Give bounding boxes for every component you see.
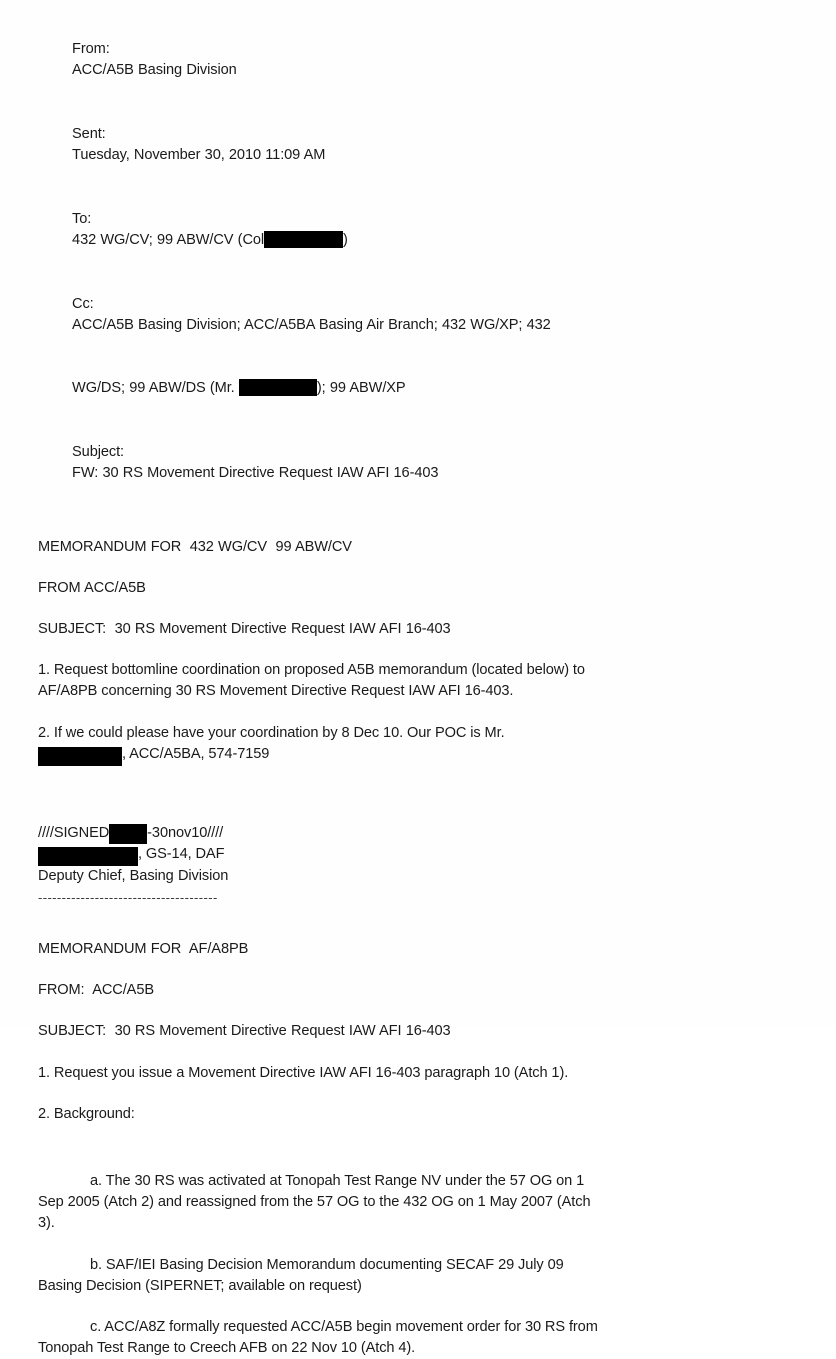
- email-cc-value-2: WG/DS; 99 ABW/DS (Mr.: [72, 380, 235, 397]
- memo1-from: FROM ACC/A5B: [38, 579, 146, 596]
- memo1-paragraph-2: [38, 723, 598, 765]
- memo2-subject: SUBJECT: 30 RS Movement Directive Request IAW AFI 16-403: [38, 1023, 451, 1040]
- email-to-value-end: ): [343, 232, 348, 249]
- email-to-line: [38, 188, 598, 273]
- memo2-memorandum-for: MEMORANDUM FOR AF/A8PB: [38, 940, 249, 957]
- memo1-subject: SUBJECT: 30 RS Movement Directive Request IAW AFI 16-403: [38, 621, 451, 638]
- memo2-paragraph-1: 1. Request you issue a Movement Directive IAW AFI 16-403 paragraph 10 (Atch 1).: [38, 1064, 569, 1081]
- spacer: [38, 1297, 598, 1317]
- spacer: [38, 1125, 598, 1171]
- spacer: [38, 1001, 598, 1021]
- email-cc-label: Cc:: [72, 295, 94, 312]
- spacer: [38, 1235, 598, 1255]
- email-cc-line-1: [38, 272, 598, 357]
- email-header: [38, 18, 598, 506]
- memo2-from: FROM: ACC/A5B: [38, 982, 154, 999]
- email-to-value: 432 WG/CV; 99 ABW/CV (Col: [72, 232, 265, 249]
- spacer: [38, 703, 598, 723]
- memo2-item-b: [38, 1255, 598, 1297]
- email-cc-value-2-end: ); 99 ABW/XP: [316, 380, 406, 397]
- document-body: [38, 18, 598, 1359]
- memo2-item-a-text: a. The 30 RS was activated at Tonopah Test Range NV under the 57 OG on 1 Sep 2005 (Atch 2) and reassigned from the 57 OG to the 432 OG on 1 May 2007 (Atch 3).: [38, 1172, 591, 1232]
- signature-title: Deputy Chief, Basing Division: [38, 867, 229, 884]
- email-subject-line: [38, 421, 598, 506]
- signature-signed-line: [38, 823, 598, 844]
- email-subject-label: Subject:: [72, 444, 124, 461]
- spacer: [38, 765, 598, 823]
- email-sent-line: [38, 103, 598, 188]
- spacer: [38, 558, 598, 578]
- memo1-signature-block: [38, 823, 598, 908]
- memo2-item-b-text: b. SAF/IEI Basing Decision Memorandum documenting SECAF 29 July 09 Basing Decision (SIPERNET; available on request): [38, 1256, 564, 1294]
- memo2-item-a: [38, 1171, 598, 1235]
- memo2-paragraph-2: 2. Background:: [38, 1105, 135, 1122]
- email-to-label: To:: [72, 210, 92, 227]
- spacer: [38, 1084, 598, 1104]
- memo2-item-c-text: c. ACC/A8Z formally requested ACC/A5B begin movement order for 30 RS from Tonopah Test Range to Creech AFB on 22 Nov 10 (Atch 4).: [38, 1318, 598, 1357]
- email-from-line: [38, 18, 598, 103]
- email-from-label: From:: [72, 41, 110, 58]
- email-from-value: ACC/A5B Basing Division: [72, 62, 237, 79]
- spacer: [38, 506, 598, 537]
- memo2-item-c: [38, 1317, 598, 1359]
- spacer: [38, 960, 598, 980]
- redaction-bar-poc-name: [38, 747, 122, 766]
- memo1-paragraph-2-text: 2. If we could please have your coordination by 8 Dec 10. Our POC is Mr.: [38, 724, 505, 741]
- signature-signed-prefix: ////SIGNED: [38, 825, 110, 842]
- email-subject-value: FW: 30 RS Movement Directive Request IAW AFI 16-403: [72, 465, 439, 482]
- redaction-bar-signer-name: [38, 847, 138, 866]
- spacer: [38, 640, 598, 660]
- redaction-bar-cc-name: [239, 379, 317, 396]
- email-cc-value-1: ACC/A5B Basing Division; ACC/A5BA Basing Air Branch; 432 WG/XP; 432: [72, 316, 551, 333]
- signature-signed-suffix: -30nov10////: [147, 825, 224, 842]
- spacer: [38, 908, 598, 939]
- section-separator: --------------------------------------: [38, 889, 218, 905]
- spacer: [38, 599, 598, 619]
- signature-name-suffix: , GS-14, DAF: [138, 846, 225, 863]
- email-sent-label: Sent:: [72, 126, 106, 143]
- memo1-memorandum-for: MEMORANDUM FOR 432 WG/CV 99 ABW/CV: [38, 538, 352, 555]
- spacer: [38, 1043, 598, 1063]
- email-cc-line-2: [38, 357, 598, 421]
- signature-name-line: [38, 844, 598, 865]
- redaction-bar-signed-initials: [109, 824, 147, 844]
- email-sent-value: Tuesday, November 30, 2010 11:09 AM: [72, 147, 326, 164]
- redaction-bar-to-name: [264, 231, 343, 248]
- memo1-paragraph-1: 1. Request bottomline coordination on proposed A5B memorandum (located below) to AF/A8PB concerning 30 RS Movement Directive Request IAW AFI 16-403.: [38, 662, 585, 700]
- memo1-paragraph-2-contact: , ACC/A5BA, 574-7159: [122, 745, 270, 762]
